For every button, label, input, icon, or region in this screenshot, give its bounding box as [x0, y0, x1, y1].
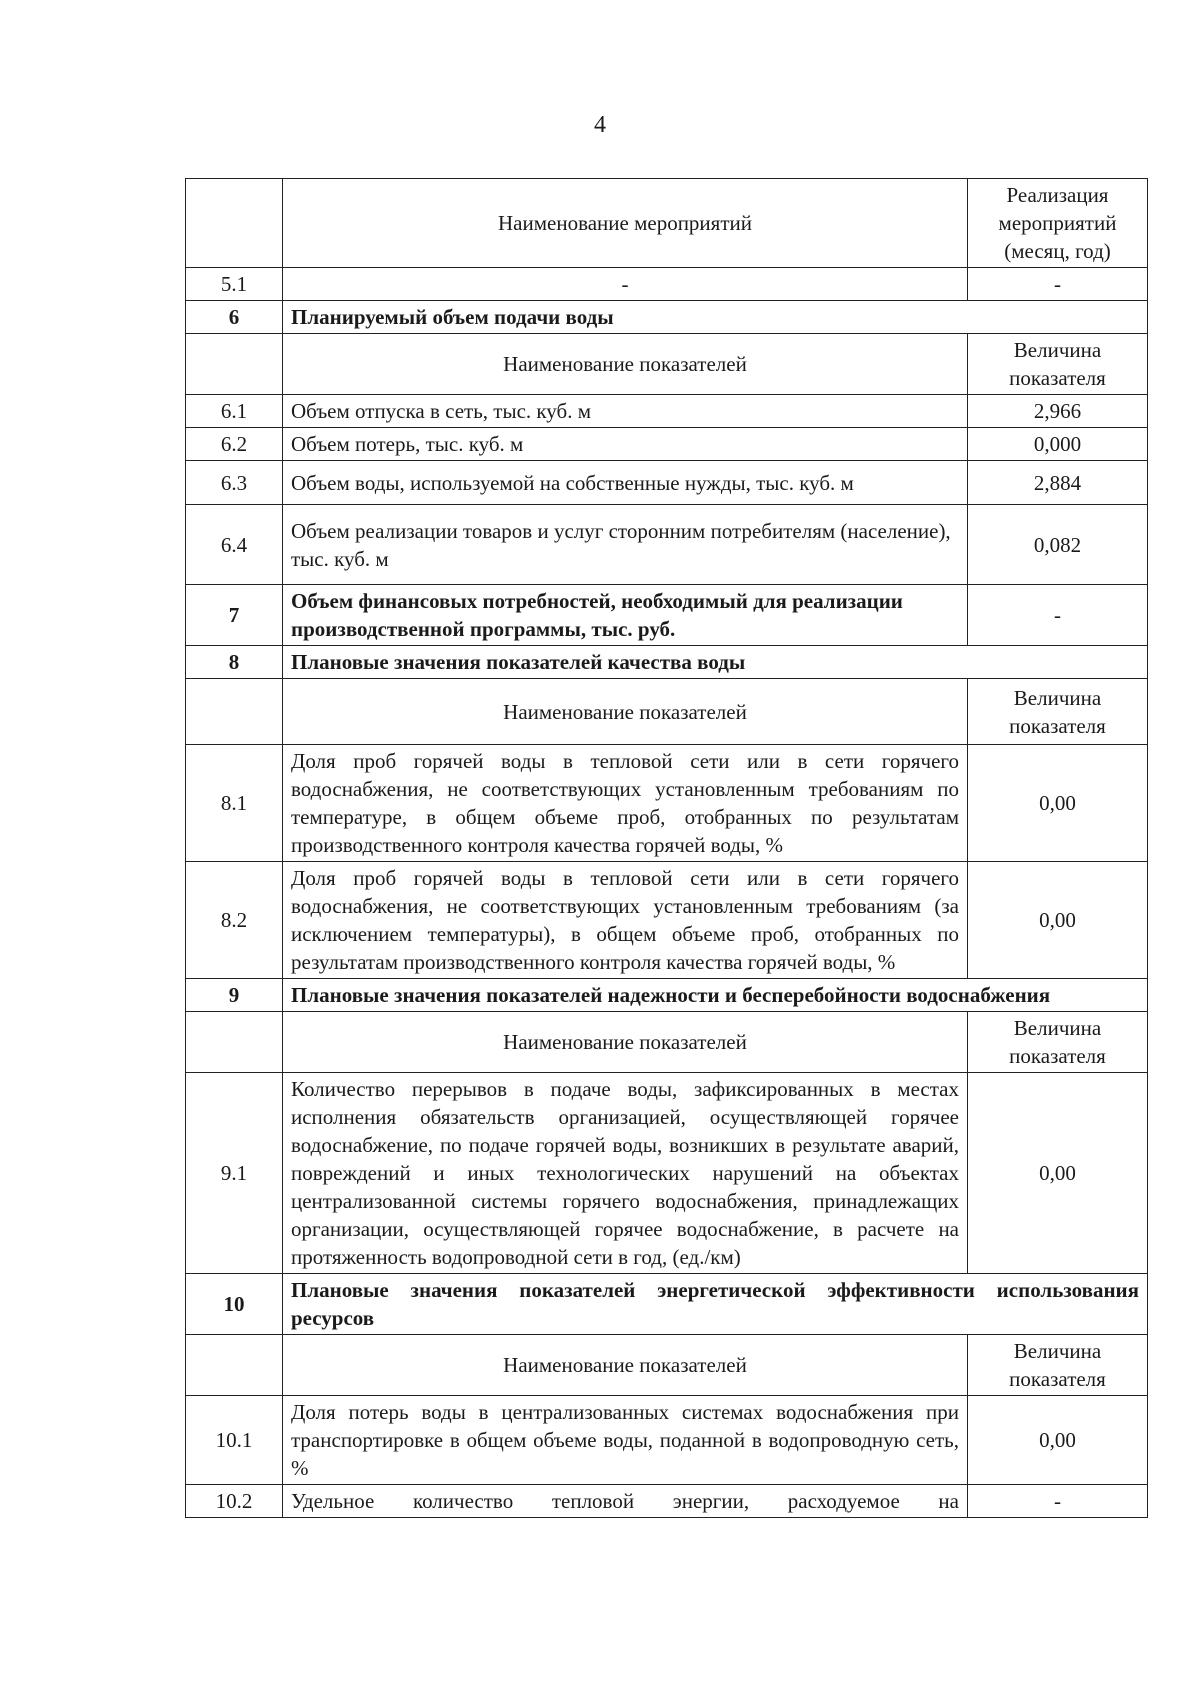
- subheader-num-cell: [186, 1012, 283, 1073]
- table-row: [186, 1485, 1148, 1518]
- table-row: [186, 1073, 1148, 1274]
- header-impl-label: Реализация мероприятий (месяц, год): [968, 179, 1148, 268]
- subheader-value-label: Величина показателя: [968, 1335, 1148, 1396]
- table-row: [186, 745, 1148, 862]
- table-row: [186, 428, 1148, 461]
- row-value: 0,082: [968, 505, 1148, 585]
- header-num-cell: [186, 179, 283, 268]
- subheader-name-label: Наименование показателей: [283, 334, 968, 395]
- section-number: 10: [186, 1274, 283, 1335]
- row-name: Объем воды, используемой на собственные нужды, тыс. куб. м: [283, 461, 968, 505]
- production-program-table: [185, 178, 1148, 1518]
- row-name: Количество перерывов в подаче воды, зафиксированных в местах исполнения обязательств организацией, осуществляющей горячее водоснабжение, по подаче горячей воды, возникших в результате аварий, повреждений и иных технологических нарушений на объектах централизованной системы горячего водоснабжения, принадлежащих организации, осуществляющей горячее водоснабжение, в расчете на протяженность водопроводной сети в год, (ед./км): [283, 1073, 968, 1274]
- section-value: -: [968, 585, 1148, 646]
- row-number: 6.2: [186, 428, 283, 461]
- row-value: 0,00: [968, 745, 1148, 862]
- section-header-row: [186, 585, 1148, 646]
- row-value: 2,884: [968, 461, 1148, 505]
- row-number: 6.3: [186, 461, 283, 505]
- row-number: 6.4: [186, 505, 283, 585]
- subheader-value-label: Величина показателя: [968, 1012, 1148, 1073]
- section-header-row: [186, 1274, 1148, 1335]
- section-header-row: [186, 301, 1148, 334]
- subheader-name-label: Наименование показателей: [283, 1335, 968, 1396]
- section-title: Плановые значения показателей надежности и бесперебойности водоснабжения: [283, 979, 1148, 1012]
- row-name: -: [283, 268, 968, 301]
- row-value: -: [968, 1485, 1148, 1518]
- section-title: Объем финансовых потребностей, необходимый для реализации производственной программы, тыс. руб.: [283, 585, 968, 646]
- row-value: 0,00: [968, 1396, 1148, 1485]
- section-number: 8: [186, 646, 283, 679]
- section-number: 9: [186, 979, 283, 1012]
- row-name: Доля проб горячей воды в тепловой сети или в сети горячего водоснабжения, не соответствующих установленным требованиям по температуре, в общем объеме проб, отобранных по результатам производственного контроля качества горячей воды, %: [283, 745, 968, 862]
- row-name: Объем отпуска в сеть, тыс. куб. м: [283, 395, 968, 428]
- section-header-row: [186, 979, 1148, 1012]
- subheader-row: [186, 1012, 1148, 1073]
- row-value: 0,00: [968, 1073, 1148, 1274]
- table-row: [186, 505, 1148, 585]
- row-value: 2,966: [968, 395, 1148, 428]
- subheader-name-label: Наименование показателей: [283, 679, 968, 745]
- row-number: 9.1: [186, 1073, 283, 1274]
- table-row: [186, 1396, 1148, 1485]
- table-row: [186, 862, 1148, 979]
- header-name-label: Наименование мероприятий: [283, 179, 968, 268]
- table-row: [186, 461, 1148, 505]
- subheader-value-label: Величина показателя: [968, 679, 1148, 745]
- row-value: 0,000: [968, 428, 1148, 461]
- section-header-row: [186, 646, 1148, 679]
- subheader-name-label: Наименование показателей: [283, 1012, 968, 1073]
- row-number: 6.1: [186, 395, 283, 428]
- row-number: 8.2: [186, 862, 283, 979]
- row-number: 5.1: [186, 268, 283, 301]
- subheader-row: [186, 1335, 1148, 1396]
- subheader-row: [186, 334, 1148, 395]
- subheader-row: [186, 679, 1148, 745]
- section-title: Плановые значения показателей качества воды: [283, 646, 1148, 679]
- section-title: Плановые значения показателей энергетической эффективности использования ресурсов: [283, 1274, 1148, 1335]
- row-name: Объем реализации товаров и услуг сторонним потребителям (население), тыс. куб. м: [283, 505, 968, 585]
- table-row: [186, 395, 1148, 428]
- subheader-value-label: Величина показателя: [968, 334, 1148, 395]
- row-name: Доля потерь воды в централизованных системах водоснабжения при транспортировке в общем объеме воды, поданной в водопроводную сеть, %: [283, 1396, 968, 1485]
- row-name: Объем потерь, тыс. куб. м: [283, 428, 968, 461]
- page-number: 4: [594, 112, 606, 138]
- subheader-num-cell: [186, 334, 283, 395]
- section-number: 6: [186, 301, 283, 334]
- subheader-num-cell: [186, 1335, 283, 1396]
- row-number: 10.2: [186, 1485, 283, 1518]
- row-number: 10.1: [186, 1396, 283, 1485]
- row-value: -: [968, 268, 1148, 301]
- subheader-num-cell: [186, 679, 283, 745]
- row-value: 0,00: [968, 862, 1148, 979]
- row-name: Доля проб горячей воды в тепловой сети или в сети горячего водоснабжения, не соответствующих установленным требованиям (за исключением температуры), в общем объеме проб, отобранных по результатам производственного контроля качества горячей воды, %: [283, 862, 968, 979]
- section-number: 7: [186, 585, 283, 646]
- row-name: Удельное количество тепловой энергии, расходуемое на: [283, 1485, 968, 1518]
- table-row: [186, 268, 1148, 301]
- section-title: Планируемый объем подачи воды: [283, 301, 1148, 334]
- table-header-row: [186, 179, 1148, 268]
- row-number: 8.1: [186, 745, 283, 862]
